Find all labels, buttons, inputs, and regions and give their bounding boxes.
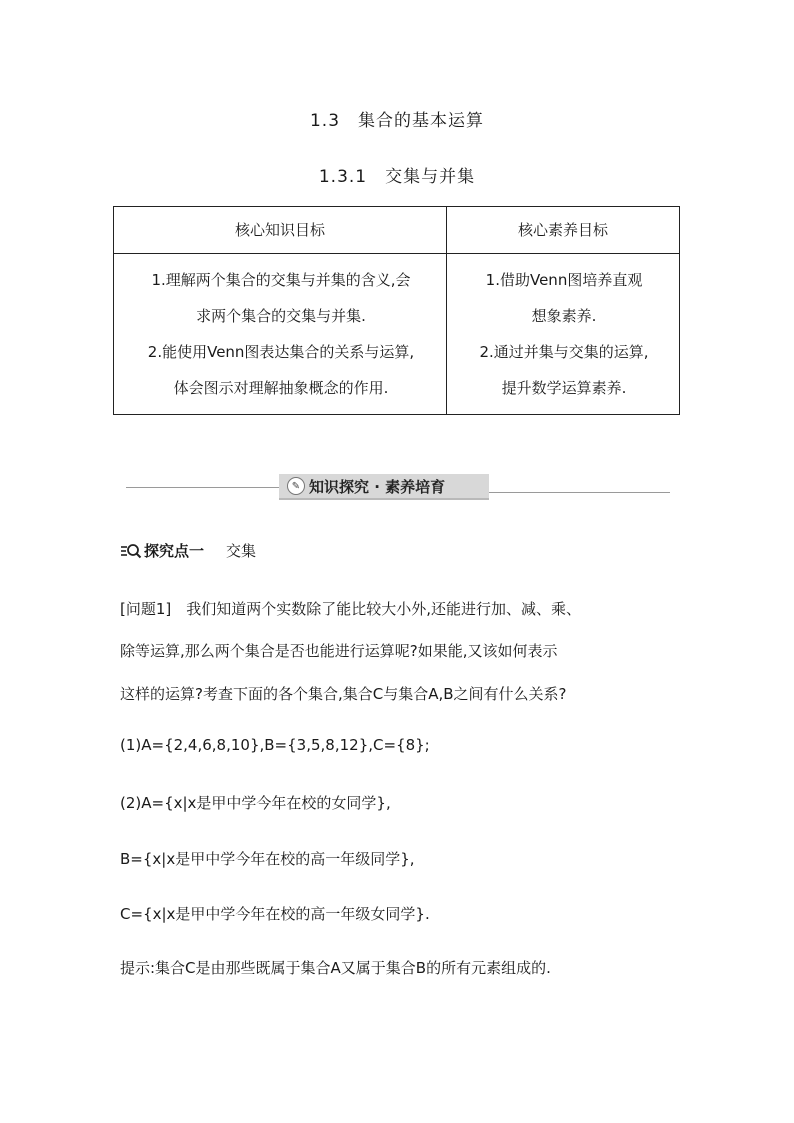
banner-text: 知识探究 · 素养培育 (309, 477, 446, 496)
goal-line: 体会图示对理解抽象概念的作用. (173, 379, 389, 397)
goal-line: 1.理解两个集合的交集与并集的含义,会 (151, 271, 411, 289)
goal-line: 提升数学运算素养. (501, 379, 627, 397)
banner-divider-left (126, 487, 279, 488)
knowledge-goal-2 (120, 334, 442, 406)
goal-line: 2.能使用Venn图表达集合的关系与运算, (147, 343, 415, 361)
literacy-goals (447, 254, 680, 415)
section-title: 1.3 集合的基本运算 (309, 111, 485, 131)
goal-line: 1.借助Venn图培养直观 (485, 271, 643, 289)
hint-text: 提示:集合C是由那些既属于集合A又属于集合B的所有元素组成的. (120, 959, 551, 977)
example-line: B={x|x是甲中学今年在校的高一年级同学}, (120, 850, 415, 868)
explore-label: 探究点一 (144, 542, 205, 560)
subsection-title: 1.3.1 交集与并集 (318, 167, 476, 187)
question-line: 除等运算,那么两个集合是否也能进行运算呢?如果能,又该如何表示 (120, 642, 558, 660)
section-banner (279, 474, 489, 500)
goal-line: 2.通过并集与交集的运算, (479, 343, 649, 361)
example-line: (1)A={2,4,6,8,10},B={3,5,8,12},C={8}; (120, 736, 430, 754)
question-line: [问题1] 我们知道两个实数除了能比较大小外,还能进行加、减、乘、 (120, 600, 582, 618)
goals-table (113, 206, 680, 415)
header-knowledge: 核心知识目标 (114, 207, 447, 254)
knowledge-goals (114, 254, 447, 415)
explore-heading (120, 540, 256, 561)
literacy-goal-1 (453, 262, 675, 334)
explore-topic: 交集 (226, 542, 257, 560)
header-literacy: 核心素养目标 (447, 207, 680, 254)
goal-line: 想象素养. (531, 307, 597, 325)
literacy-goal-2 (453, 334, 675, 406)
question-line: 这样的运算?考查下面的各个集合,集合C与集合A,B之间有什么关系? (120, 685, 567, 703)
magnifier-icon (120, 543, 142, 559)
example-line: (2)A={x|x是甲中学今年在校的女同学}, (120, 794, 391, 812)
example-line: C={x|x是甲中学今年在校的高一年级女同学}. (120, 905, 430, 923)
banner-divider-right (489, 492, 670, 493)
knowledge-goal-1 (120, 262, 442, 334)
goal-line: 求两个集合的交集与并集. (196, 307, 366, 325)
pencil-icon: ✎ (287, 477, 305, 495)
